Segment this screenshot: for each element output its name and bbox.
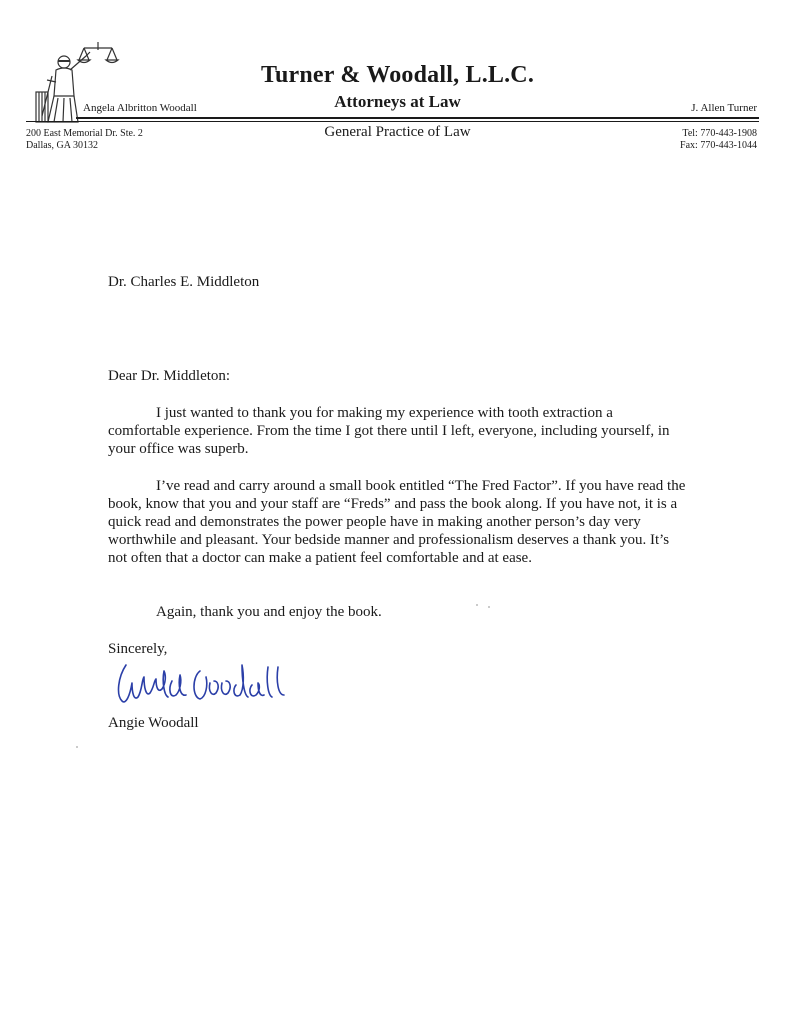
- letterhead-rule-thin: [26, 121, 759, 122]
- practice-area: General Practice of Law: [324, 124, 471, 140]
- body-paragraph-3-text: Again, thank you and enjoy the book.: [156, 604, 382, 620]
- scan-speck: [76, 746, 78, 748]
- closing: Sincerely,: [108, 641, 168, 657]
- fax: Fax: 770-443-1044: [680, 140, 757, 151]
- address-line-2: Dallas, GA 30132: [26, 140, 98, 151]
- firm-phones: [680, 128, 757, 152]
- body-paragraph-2-text: I’ve read and carry around a small book entitled “The Fred Factor”. If you have read the book, know that you and your staff are “Freds” and pass the book along. If you have not, it is a quick read and demonstrates the power people have in making another person’s day very worthwhile and pleasant. Your bedside manner and professionalism deserves a thank you. It’s not often that a doctor can make a patient feel comfortable and at ease.: [108, 478, 686, 566]
- signer-name: Angie Woodall: [108, 715, 199, 731]
- body-paragraph-1: [108, 404, 688, 458]
- body-paragraph-3: [108, 603, 688, 621]
- body-paragraph-1-text: I just wanted to thank you for making my experience with tooth extraction a comfortable experience. From the time I got there until I left, everyone, including yourself, in your office was superb.: [108, 405, 670, 457]
- handwritten-signature: [112, 655, 302, 715]
- firm-name: Turner & Woodall, L.L.C.: [260, 62, 535, 88]
- salutation: Dear Dr. Middleton:: [108, 368, 231, 384]
- scan-speck: [488, 606, 490, 608]
- firm-tagline: Attorneys at Law: [334, 92, 461, 111]
- scan-speck: [476, 604, 478, 606]
- telephone: Tel: 770-443-1908: [682, 128, 757, 139]
- recipient: Dr. Charles E. Middleton: [108, 274, 260, 290]
- letterhead-rule: [76, 117, 759, 119]
- partner-name-left: Angela Albritton Woodall: [83, 102, 197, 114]
- address-line-1: 200 East Memorial Dr. Ste. 2: [26, 128, 143, 139]
- body-paragraph-2: [108, 477, 688, 567]
- partner-name-right: J. Allen Turner: [691, 102, 757, 114]
